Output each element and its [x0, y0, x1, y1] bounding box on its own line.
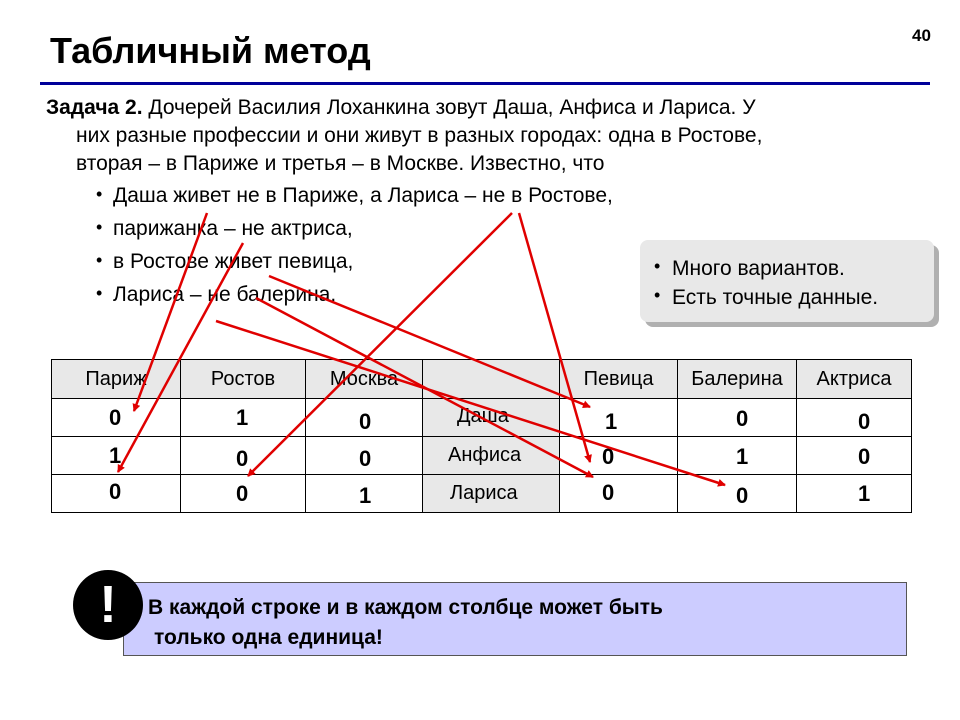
cell-value: 0 — [797, 437, 912, 475]
cell-value: 0 — [306, 399, 423, 437]
cell-value: 0 — [52, 475, 181, 513]
cell-value: 1 — [52, 437, 181, 475]
cell-value: 1 — [181, 399, 306, 437]
header-moscow: Москва — [306, 360, 423, 399]
task-line-3: вторая – в Париже и третья – в Москве. Известно, что — [76, 152, 605, 175]
header-singer: Певица — [560, 360, 678, 399]
warning-box — [123, 582, 907, 656]
cell-value: 0 — [560, 437, 678, 475]
condition-item: • Лариса – не балерина. — [96, 281, 613, 314]
cell-value: 0 — [797, 399, 912, 437]
cell-value: 1 — [306, 475, 423, 513]
note-item: • Много вариантов. — [654, 254, 878, 283]
slide-number: 40 — [912, 26, 931, 45]
cell-value: 1 — [560, 399, 678, 437]
row-name: Даша — [423, 399, 560, 437]
row-name: Анфиса — [423, 437, 560, 475]
arrow-line — [519, 213, 590, 462]
cell-value: 0 — [678, 399, 797, 437]
cell-value: 0 — [181, 437, 306, 475]
cell-value: 1 — [797, 475, 912, 513]
exclamation-icon — [73, 570, 143, 640]
page-title: Табличный метод — [50, 30, 371, 71]
cell-value: 1 — [678, 437, 797, 475]
header-ballerina: Балерина — [678, 360, 797, 399]
task-line-2: них разные профессии и они живут в разных городах: одна в Ростове, — [76, 124, 763, 147]
header-rostov: Ростов — [181, 360, 306, 399]
task-line-1: Дочерей Василия Лоханкина зовут Даша, Анфиса и Лариса. У — [142, 96, 756, 119]
arrow-line — [118, 243, 243, 472]
cell-value: 0 — [560, 475, 678, 513]
header-paris: Париж — [52, 360, 181, 399]
cell-value: 0 — [306, 437, 423, 475]
exclamation-glyph: ! — [99, 576, 117, 634]
arrow-line — [216, 321, 725, 485]
task-label: Задача 2. — [46, 96, 143, 119]
condition-item: • в Ростове живет певица, — [96, 248, 613, 281]
row-name: Лариса — [423, 475, 560, 513]
condition-item: • Даша живет не в Париже, а Лариса – не в Ростове, — [96, 182, 613, 215]
warning-line-2: только одна единица! — [154, 626, 383, 649]
cell-value: 0 — [678, 475, 797, 513]
arrow-line — [134, 213, 207, 411]
header-actress: Актриса — [797, 360, 912, 399]
warning-line-1: В каждой строке и в каждом столбце может быть — [148, 596, 663, 619]
cell-value: 0 — [181, 475, 306, 513]
cell-value: 0 — [52, 399, 181, 437]
condition-item: • парижанка – не актриса, — [96, 215, 613, 248]
note-item: • Есть точные данные. — [654, 283, 878, 312]
